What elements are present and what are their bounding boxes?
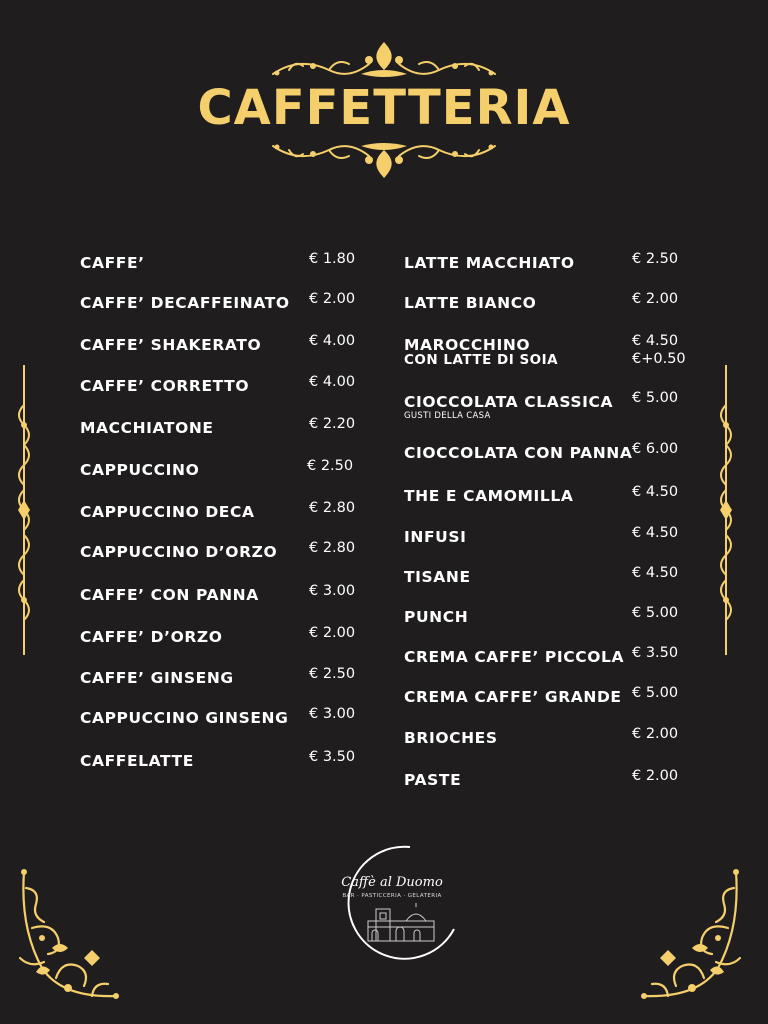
menu-item-price: € 2.50 bbox=[309, 666, 356, 682]
menu-item-name: CIOCCOLATA CON PANNA bbox=[404, 444, 633, 462]
top-flourish-icon bbox=[269, 40, 499, 84]
menu-item-name: CREMA CAFFE’ PICCOLA bbox=[404, 648, 625, 666]
menu-item-price: € 2.50 bbox=[307, 458, 354, 474]
menu-item-note: CON LATTE DI SOIA bbox=[404, 352, 559, 368]
menu-item-price: € 3.50 bbox=[309, 749, 356, 765]
menu-item-name: CAPPUCCINO D’ORZO bbox=[80, 543, 278, 561]
menu-item-price: € 4.00 bbox=[309, 374, 356, 390]
menu-item-price: € 2.00 bbox=[632, 726, 679, 742]
menu-item-name: CREMA CAFFE’ GRANDE bbox=[404, 688, 622, 706]
menu-item-name: CAFFE’ bbox=[80, 254, 145, 272]
left-scroll-ornament-icon bbox=[13, 365, 35, 655]
menu-item-extra-price: €+0.50 bbox=[632, 351, 686, 367]
menu-item-name: INFUSI bbox=[404, 528, 467, 546]
menu-item-price: € 2.20 bbox=[309, 416, 356, 432]
menu-item-name: CIOCCOLATA CLASSICA bbox=[404, 393, 614, 411]
menu-item-price: € 3.00 bbox=[309, 583, 356, 599]
menu-item-name: MAROCCHINO bbox=[404, 336, 531, 354]
menu-item-name: CAFFE’ GINSENG bbox=[80, 669, 234, 687]
menu-item-name: CAFFE’ CORRETTO bbox=[80, 377, 250, 395]
left-corner-floral-icon bbox=[12, 868, 152, 1008]
menu-item-name: PUNCH bbox=[404, 608, 469, 626]
menu-item-price: € 1.80 bbox=[309, 251, 356, 267]
menu-item-price: € 4.00 bbox=[309, 333, 356, 349]
logo-name: Caffè al Duomo bbox=[341, 875, 443, 890]
menu-item-price: € 2.80 bbox=[309, 540, 356, 556]
menu-item-name: CAFFELATTE bbox=[80, 752, 194, 770]
cafe-logo bbox=[326, 843, 458, 961]
menu-item-name: CAFFE’ SHAKERATO bbox=[80, 336, 262, 354]
menu-item-price: € 2.00 bbox=[309, 291, 356, 307]
page-title: CAFFETTERIA bbox=[197, 80, 571, 136]
menu-item-name: PASTE bbox=[404, 771, 462, 789]
menu-item-price: € 4.50 bbox=[632, 484, 679, 500]
menu-item-name: TISANE bbox=[404, 568, 471, 586]
menu-item-name: MACCHIATONE bbox=[80, 419, 214, 437]
menu-item-name: CAPPUCCINO bbox=[80, 461, 200, 479]
menu-item-price: € 2.00 bbox=[632, 291, 679, 307]
cathedral-sketch-icon bbox=[366, 903, 436, 943]
menu-item-name: LATTE BIANCO bbox=[404, 294, 537, 312]
menu-item-price: € 2.80 bbox=[309, 500, 356, 516]
menu-item-price: € 3.00 bbox=[309, 706, 356, 722]
right-corner-floral-icon bbox=[608, 868, 748, 1008]
menu-item-price: € 5.00 bbox=[632, 390, 679, 406]
menu-item-price: € 5.00 bbox=[632, 605, 679, 621]
menu-item-name: CAPPUCCINO GINSENG bbox=[80, 709, 289, 727]
menu-item-name: BRIOCHES bbox=[404, 729, 498, 747]
menu-item-price: € 2.50 bbox=[632, 251, 679, 267]
logo-arc-icon bbox=[326, 843, 458, 961]
menu-item-price: € 2.00 bbox=[632, 768, 679, 784]
bottom-flourish-icon bbox=[269, 136, 499, 180]
menu-item-name: CAPPUCCINO DECA bbox=[80, 503, 255, 521]
menu-item-price: € 3.50 bbox=[632, 645, 679, 661]
menu-item-note: GUSTI DELLA CASA bbox=[404, 411, 491, 421]
menu-item-price: € 4.50 bbox=[632, 565, 679, 581]
menu-item-price: € 6.00 bbox=[632, 441, 679, 457]
menu-item-name: CAFFE’ D’ORZO bbox=[80, 628, 223, 646]
menu-item-name: THE E CAMOMILLA bbox=[404, 487, 574, 505]
right-scroll-ornament-icon bbox=[715, 365, 737, 655]
logo-tagline: BAR · PASTICCERIA · GELATERIA bbox=[342, 893, 442, 899]
menu-item-price: € 5.00 bbox=[632, 685, 679, 701]
menu-item-price: € 4.50 bbox=[632, 525, 679, 541]
menu-item-name: CAFFE’ DECAFFEINATO bbox=[80, 294, 290, 312]
menu-item-name: LATTE MACCHIATO bbox=[404, 254, 575, 272]
menu-item-price: € 4.50 bbox=[632, 333, 679, 349]
menu-item-price: € 2.00 bbox=[309, 625, 356, 641]
menu-item-name: CAFFE’ CON PANNA bbox=[80, 586, 259, 604]
